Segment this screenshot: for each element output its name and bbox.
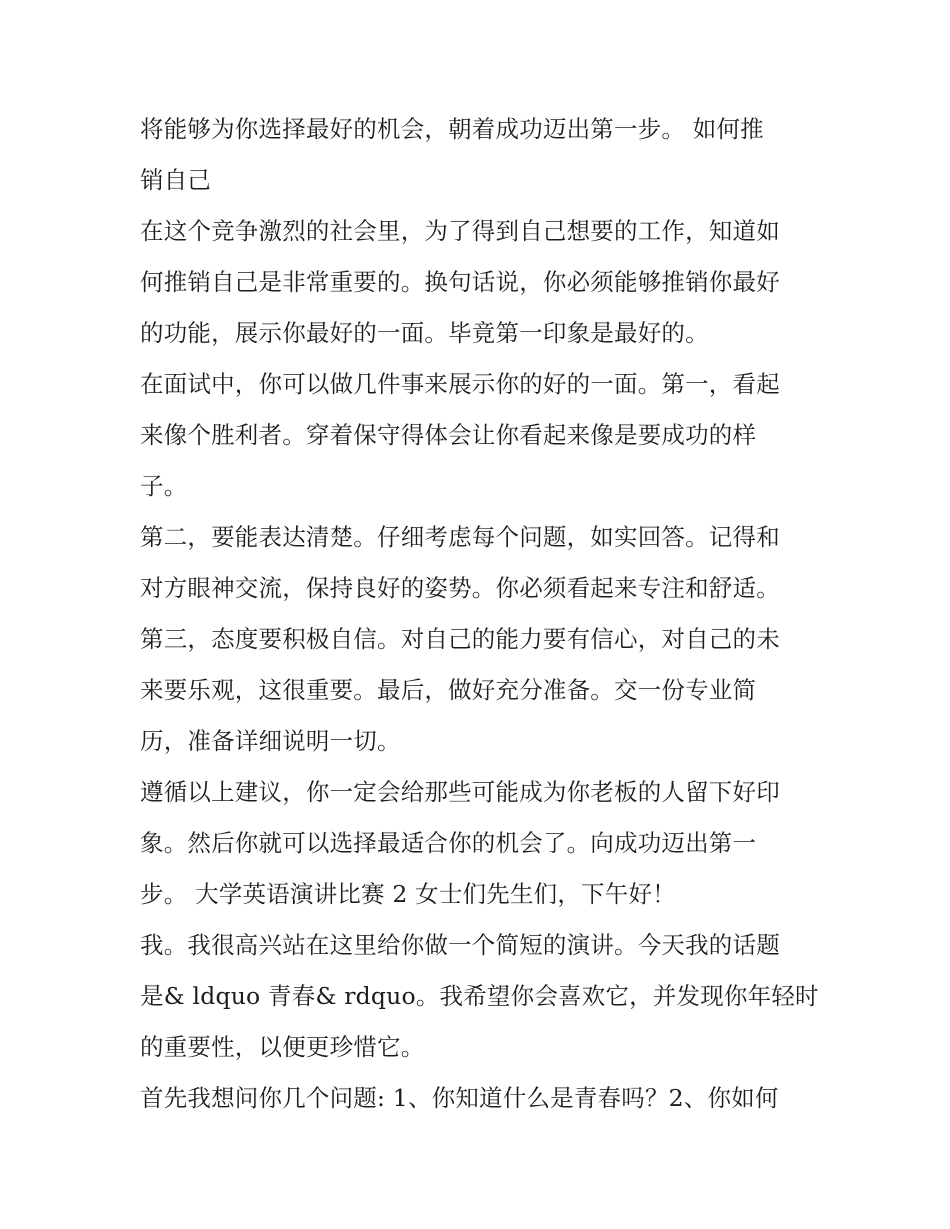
text-line: 我。我很高兴站在这里给你做一个简短的演讲。今天我的话题 <box>140 931 780 959</box>
text-line: 遵循以上建议，你一定会给那些可能成为你老板的人留下好印 <box>140 778 780 806</box>
text-line: 何推销自己是非常重要的。换句话说，你必须能够推销你最好 <box>140 268 780 296</box>
text-line: 将能够为你选择最好的机会，朝着成功迈出第一步。 如何推 <box>140 115 764 143</box>
text-line: 销自己 <box>140 166 212 194</box>
text-line: 对方眼神交流，保持良好的姿势。你必须看起来专注和舒适。 <box>140 574 780 602</box>
text-line: 在面试中，你可以做几件事来展示你的好的一面。第一，看起 <box>140 370 780 398</box>
text-line: 的重要性，以便更珍惜它。 <box>140 1033 425 1061</box>
text-line: 象。然后你就可以选择最适合你的机会了。向成功迈出第一 <box>140 829 757 857</box>
text-line: 第二，要能表达清楚。仔细考虑每个问题，如实回答。记得和 <box>140 523 780 551</box>
text-line: 首先我想问你几个问题: 1、你知道什么是青春吗？2、你如何 <box>140 1084 779 1112</box>
text-line: 子。 <box>140 472 188 500</box>
text-line: 步。 大学英语演讲比赛 2 女士们先生们，下午好！ <box>140 880 676 908</box>
text-line: 来像个胜利者。穿着保守得体会让你看起来像是要成功的样 <box>140 421 757 449</box>
text-line: 的功能，展示你最好的一面。毕竟第一印象是最好的。 <box>140 319 709 347</box>
body-text <box>140 104 830 1124</box>
text-line: 在这个竞争激烈的社会里，为了得到自己想要的工作，知道如 <box>140 217 780 245</box>
text-line: 第三，态度要积极自信。对自己的能力要有信心，对自己的未 <box>140 625 780 653</box>
text-line: 来要乐观，这很重要。最后，做好充分准备。交一份专业简 <box>140 676 757 704</box>
text-line: 历，准备详细说明一切。 <box>140 727 401 755</box>
text-line: 是& ldquo 青春& rdquo。我希望你会喜欢它，并发现你年轻时 <box>140 982 819 1010</box>
